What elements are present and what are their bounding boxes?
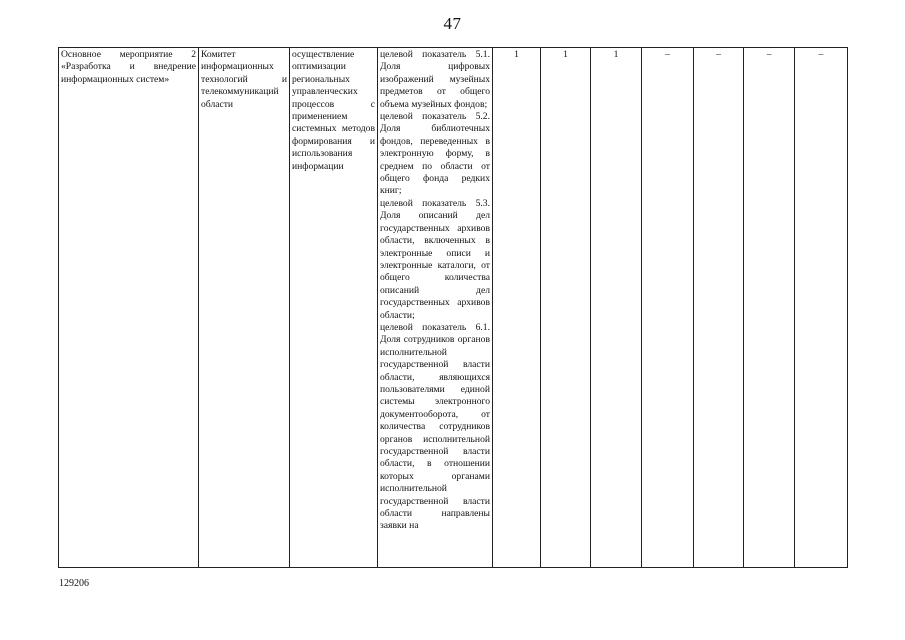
value-cell-1: 1 [493, 48, 541, 568]
value-cell-7: – [795, 48, 848, 568]
indicator-5-2: целевой показатель 5.2. Доля библиотечных фондов, переведенных в электронную форму, в среднем по области от общего фонда редких книг; [380, 111, 490, 197]
value-cell-5: – [694, 48, 744, 568]
value-cell-6: – [744, 48, 795, 568]
table-row [59, 48, 848, 568]
indicator-5-1: целевой показатель 5.1. Доля цифровых изображений музейных предметов от общего объема музейных фондов; [380, 49, 490, 110]
indicator-6-1: целевой показатель 6.1. Доля сотрудников органов исполнительной государственной власти области, являющихся пользователями единой системы электронного документооборота, от количества сотрудников органов исполнительной государственной власти области, в отношении которых органами исполнительной государственной власти области направлены заявки на [380, 321, 490, 532]
executor-cell: Комитет информационных технологий и телекоммуникаций области [199, 48, 290, 568]
indicators-cell [378, 48, 493, 568]
activity-cell: Основное мероприятие 2 «Разработка и внедрение информационных систем» [59, 48, 199, 568]
measures-table [58, 47, 848, 568]
footer-code: 129206 [59, 578, 89, 589]
page-number: 47 [443, 14, 462, 33]
description-cell: осуществление оптимизации региональных управленческих процессов с применением системных методов формирования и использования информации [290, 48, 378, 568]
value-cell-3: 1 [591, 48, 642, 568]
value-cell-4: – [642, 48, 694, 568]
value-cell-2: 1 [541, 48, 591, 568]
indicator-5-3: целевой показатель 5.3. Доля описаний дел государственных архивов области, включенных в электронные описи и электронные каталоги, от общего количества описаний дел государственных архивов области; [380, 197, 490, 321]
